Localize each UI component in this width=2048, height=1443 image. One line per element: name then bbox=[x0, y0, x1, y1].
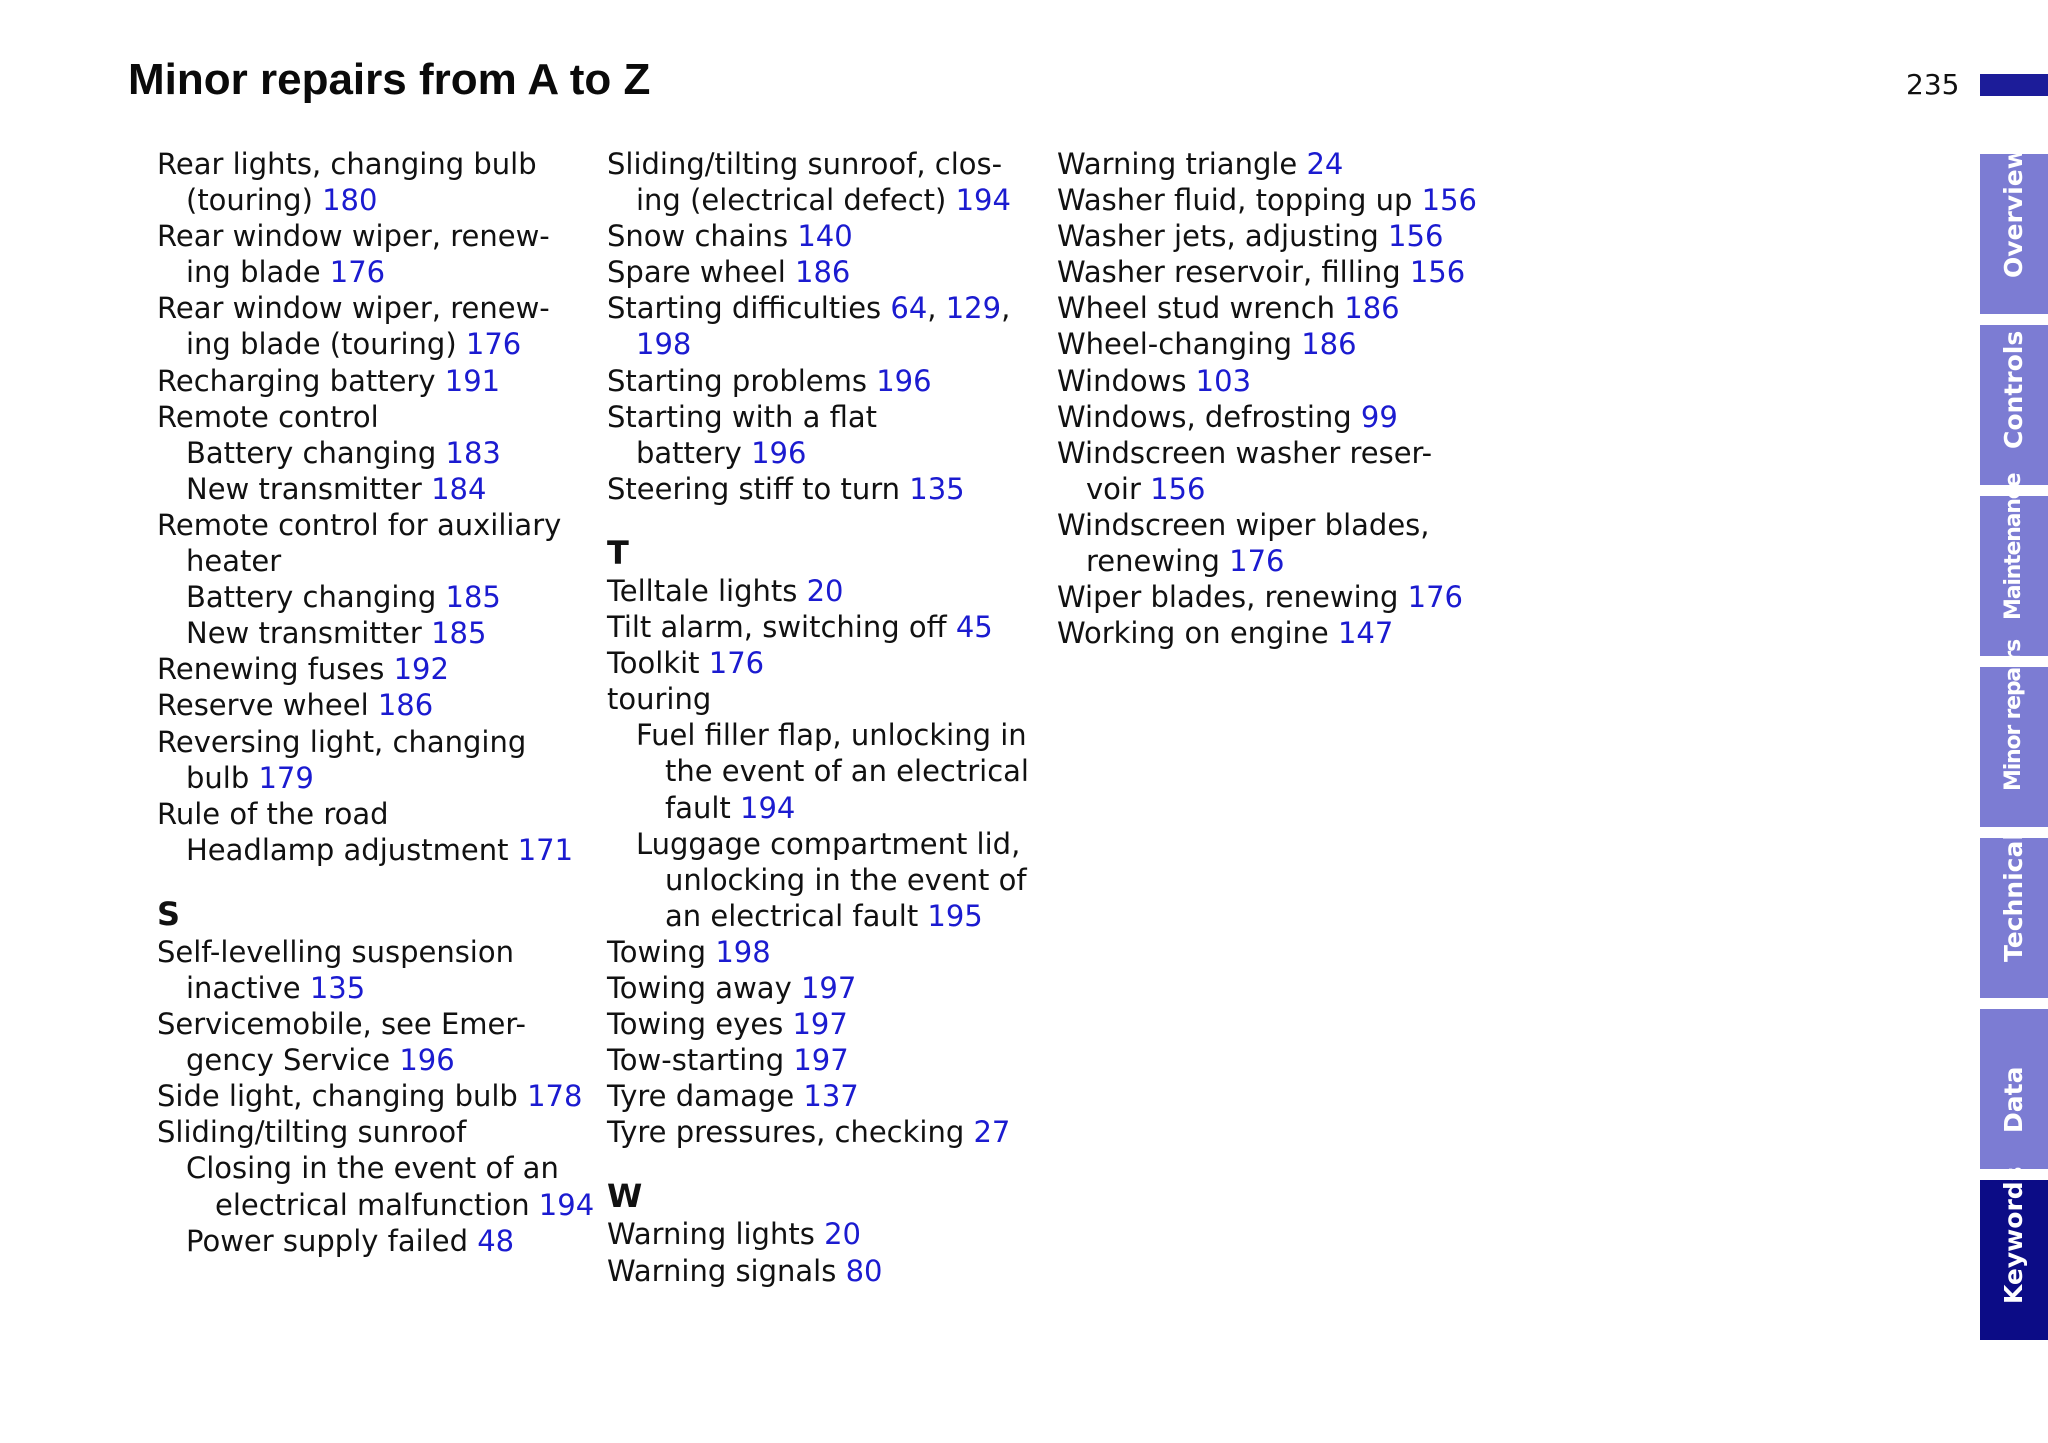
entry-text: Tow-starting bbox=[607, 1043, 785, 1078]
entry-text: Rear lights, changing bulb bbox=[157, 147, 537, 181]
page-reference[interactable]: 176 bbox=[1407, 580, 1464, 615]
index-entry bbox=[1057, 290, 1497, 326]
entry-text: Windows bbox=[1057, 363, 1187, 398]
page-reference[interactable]: 186 bbox=[795, 255, 851, 290]
page-reference[interactable]: 140 bbox=[797, 219, 853, 254]
entry-text: Windscreen wiper blades, bbox=[1057, 507, 1430, 542]
entry-text: Wheel stud wrench bbox=[1057, 291, 1336, 326]
entry-text: Washer reservoir, filling bbox=[1057, 255, 1401, 290]
index-entry bbox=[607, 1006, 1047, 1042]
entry-text: unlocking in the event of bbox=[665, 862, 1027, 897]
entry-text: Fuel filler flap, unlocking in bbox=[636, 718, 1027, 753]
index-entry bbox=[607, 363, 1047, 399]
index-entry bbox=[157, 724, 597, 796]
entry-text: Servicemobile, see Emer- bbox=[157, 1007, 526, 1042]
index-subentry bbox=[157, 615, 597, 651]
entry-text: Luggage compartment lid, bbox=[636, 826, 1021, 861]
index-entry bbox=[607, 1253, 1047, 1289]
page-reference[interactable]: 180 bbox=[322, 183, 378, 218]
index-entry bbox=[607, 1078, 1047, 1114]
tab-label: Minor repairs bbox=[2001, 640, 2026, 791]
index-subentry bbox=[607, 826, 1047, 934]
entry-text: Rear window wiper, renew- bbox=[157, 219, 550, 254]
index-subentry bbox=[157, 1223, 597, 1259]
entry-text: Spare wheel bbox=[607, 255, 786, 290]
page-reference[interactable]: 64 bbox=[890, 291, 928, 326]
page-reference[interactable]: 197 bbox=[792, 1007, 848, 1042]
tab-technical[interactable] bbox=[1980, 832, 2048, 998]
page-reference[interactable]: 20 bbox=[806, 573, 844, 608]
page-number: 235 bbox=[1906, 68, 1960, 101]
entry-text: Reserve wheel bbox=[157, 688, 369, 723]
index-entry bbox=[157, 1114, 597, 1150]
page-reference[interactable]: 179 bbox=[258, 760, 314, 795]
entry-text: ing (electrical defect) bbox=[636, 183, 947, 218]
page-reference[interactable]: 176 bbox=[708, 646, 765, 681]
page-reference[interactable]: 194 bbox=[538, 1187, 595, 1222]
index-entry bbox=[607, 146, 1047, 218]
section-letter: S bbox=[157, 894, 181, 933]
page-reference[interactable]: 198 bbox=[715, 934, 771, 969]
entry-text: Side light, changing bulb bbox=[157, 1079, 518, 1114]
entry-text: the event of an electrical bbox=[665, 754, 1029, 789]
entry-text: Warning triangle bbox=[1057, 147, 1298, 181]
entry-text: voir bbox=[1086, 471, 1141, 506]
index-subentry bbox=[157, 435, 597, 471]
index-entry bbox=[157, 146, 597, 218]
tab-minor-repairs[interactable] bbox=[1980, 640, 2048, 827]
tab-label: Data bbox=[1999, 1066, 2028, 1133]
entry-text: Washer fluid, topping up bbox=[1057, 183, 1413, 218]
index-entry bbox=[1057, 615, 1497, 651]
index-entry bbox=[157, 507, 597, 579]
entry-text: Starting difficulties bbox=[607, 291, 882, 326]
page-reference[interactable]: 137 bbox=[803, 1079, 859, 1114]
page-reference[interactable]: 27 bbox=[973, 1115, 1011, 1150]
entry-text: (touring) bbox=[186, 183, 313, 218]
page-reference[interactable]: 196 bbox=[876, 363, 932, 398]
index-entry bbox=[1057, 363, 1497, 399]
page-reference[interactable]: 80 bbox=[845, 1253, 883, 1288]
index-column-3 bbox=[1057, 146, 1497, 651]
page-reference[interactable]: 156 bbox=[1388, 219, 1444, 254]
index-entry bbox=[1057, 146, 1497, 182]
page-reference[interactable]: 183 bbox=[445, 435, 501, 470]
entry-text: Wiper blades, renewing bbox=[1057, 580, 1399, 615]
entry-text: electrical malfunction bbox=[215, 1187, 530, 1222]
entry-text: Closing in the event of an bbox=[186, 1151, 559, 1186]
entry-text: Remote control bbox=[157, 399, 379, 434]
page-reference[interactable]: 198 bbox=[636, 327, 692, 362]
index-entry bbox=[157, 363, 597, 399]
index-entry bbox=[607, 1042, 1047, 1078]
entry-text: Toolkit bbox=[607, 646, 700, 681]
index-entry bbox=[607, 218, 1047, 254]
index-entry bbox=[157, 651, 597, 687]
index-entry bbox=[607, 934, 1047, 970]
tab-label: Overview bbox=[1999, 146, 2028, 278]
tab-keywords[interactable] bbox=[1980, 1166, 2048, 1340]
entry-text: Remote control for auxiliary bbox=[157, 507, 562, 542]
page-reference[interactable]: 185 bbox=[445, 580, 501, 615]
entry-text: Rear window wiper, renew- bbox=[157, 291, 550, 326]
entry-text: Tilt alarm, switching off bbox=[607, 610, 947, 645]
entry-text: Headlamp adjustment bbox=[186, 832, 509, 867]
index-entry bbox=[607, 254, 1047, 290]
index-entry bbox=[607, 970, 1047, 1006]
page-reference[interactable]: 135 bbox=[309, 970, 366, 1005]
entry-text: Towing bbox=[607, 934, 707, 969]
entry-text: Self-levelling suspension bbox=[157, 934, 514, 969]
page-reference[interactable]: 48 bbox=[477, 1223, 515, 1258]
page-reference[interactable]: 156 bbox=[1150, 471, 1206, 506]
index-entry bbox=[1057, 218, 1497, 254]
entry-text: Windows, defrosting bbox=[1057, 399, 1352, 434]
page-reference[interactable]: 20 bbox=[824, 1217, 861, 1252]
page-reference[interactable]: 176 bbox=[329, 255, 386, 290]
entry-text: Tyre damage bbox=[607, 1079, 795, 1114]
section-letter: T bbox=[607, 533, 629, 572]
index-entry: Starting difficulties 64, 129, 198 bbox=[607, 291, 1011, 362]
entry-text: inactive bbox=[186, 970, 301, 1005]
entry-text: battery bbox=[636, 435, 742, 470]
page-reference[interactable]: 197 bbox=[793, 1043, 849, 1078]
section-letter: W bbox=[607, 1177, 643, 1216]
page-reference[interactable]: 191 bbox=[444, 363, 501, 398]
page-marker bbox=[1980, 74, 2048, 96]
entry-text: Wheel-changing bbox=[1057, 327, 1292, 362]
page-reference[interactable]: 196 bbox=[751, 435, 807, 470]
index-entry bbox=[157, 290, 597, 362]
index-subentry bbox=[157, 579, 597, 615]
index-entry bbox=[157, 687, 597, 723]
page-reference[interactable]: 186 bbox=[377, 688, 434, 723]
entry-text: Tyre pressures, checking bbox=[607, 1115, 965, 1150]
index-entry bbox=[1057, 507, 1497, 579]
entry-text: an electrical fault bbox=[665, 898, 919, 933]
index-entry bbox=[1057, 399, 1497, 435]
page-reference[interactable]: 156 bbox=[1409, 255, 1466, 290]
tab-label: Keywords bbox=[1999, 1166, 2028, 1304]
index-entry bbox=[607, 645, 1047, 681]
page-reference[interactable]: 129 bbox=[945, 291, 1002, 326]
entry-text: Warning signals bbox=[607, 1253, 837, 1288]
index-entry bbox=[607, 573, 1047, 609]
entry-text: Starting problems bbox=[607, 363, 868, 398]
entry-text: gency Service bbox=[186, 1043, 391, 1078]
entry-text: New transmitter bbox=[186, 471, 422, 506]
entry-text: Recharging battery bbox=[157, 363, 436, 398]
index-subentry bbox=[607, 717, 1047, 825]
page-reference[interactable]: 197 bbox=[800, 970, 857, 1005]
index-entry bbox=[157, 796, 597, 832]
index-subentry bbox=[157, 832, 597, 868]
entry-text: Starting with a flat bbox=[607, 399, 878, 434]
index-entry bbox=[1057, 182, 1497, 218]
index-entry bbox=[1057, 254, 1497, 290]
entry-text: Renewing fuses bbox=[157, 652, 385, 687]
entry-text: Power supply failed bbox=[186, 1223, 468, 1258]
tab-controls[interactable] bbox=[1980, 325, 2048, 485]
tab-label: Technical bbox=[1999, 832, 2028, 962]
entry-text: Towing eyes bbox=[607, 1007, 784, 1042]
entry-text: Towing away bbox=[607, 970, 792, 1005]
index-entry bbox=[607, 471, 1047, 507]
index-subentry bbox=[157, 471, 597, 507]
page-reference[interactable]: 103 bbox=[1195, 363, 1252, 398]
entry-text: Windscreen washer reser- bbox=[1057, 435, 1433, 470]
page-reference[interactable]: 156 bbox=[1421, 183, 1477, 218]
index-entry bbox=[157, 399, 597, 435]
page-reference[interactable]: 135 bbox=[909, 471, 965, 506]
chapter-tabs bbox=[1980, 146, 2048, 1351]
page-reference[interactable]: 195 bbox=[927, 898, 983, 933]
index-entry bbox=[157, 934, 597, 1006]
page-title: Minor repairs from A to Z bbox=[128, 55, 651, 104]
index-entry bbox=[157, 1078, 597, 1114]
page-reference[interactable]: 99 bbox=[1360, 399, 1398, 434]
page-reference[interactable]: 185 bbox=[431, 616, 487, 651]
entry-text: ing blade (touring) bbox=[186, 327, 457, 362]
entry-text: Steering stiff to turn bbox=[607, 471, 901, 506]
entry-text: renewing bbox=[1086, 544, 1220, 579]
page-reference[interactable]: 186 bbox=[1301, 327, 1357, 362]
entry-text: ing blade bbox=[186, 255, 321, 290]
entry-text: Battery changing bbox=[186, 435, 437, 470]
page-reference[interactable]: 171 bbox=[517, 832, 574, 867]
tab-label: Controls bbox=[1999, 330, 2028, 449]
entry-text: Reversing light, changing bbox=[157, 724, 527, 759]
entry-text: bulb bbox=[186, 760, 250, 795]
entry-text: Battery changing bbox=[186, 580, 437, 615]
entry-text: Washer jets, adjusting bbox=[1057, 219, 1379, 254]
index-entry bbox=[607, 681, 1047, 717]
entry-text: Working on engine bbox=[1057, 616, 1329, 651]
index-entry bbox=[1057, 326, 1497, 362]
entry-text: Sliding/tilting sunroof, clos- bbox=[607, 147, 1003, 181]
index-entry bbox=[157, 1006, 597, 1078]
index-column-2 bbox=[607, 146, 1047, 1289]
entry-text: fault bbox=[665, 790, 731, 825]
index-entry bbox=[607, 1216, 1047, 1252]
index-entry bbox=[1057, 435, 1497, 507]
page-reference[interactable]: 186 bbox=[1344, 291, 1400, 326]
index-entry bbox=[607, 399, 1047, 471]
index-column-1 bbox=[157, 146, 597, 1259]
page-reference[interactable]: 178 bbox=[527, 1079, 583, 1114]
page-reference[interactable]: 176 bbox=[465, 327, 522, 362]
index-subentry bbox=[157, 1150, 597, 1222]
entry-text: Warning lights bbox=[607, 1217, 815, 1252]
page-reference[interactable]: 196 bbox=[399, 1043, 455, 1078]
index-entry bbox=[1057, 579, 1497, 615]
entry-text: Sliding/tilting sunroof bbox=[157, 1115, 467, 1150]
page-reference[interactable]: 176 bbox=[1229, 544, 1285, 579]
entry-text: Snow chains bbox=[607, 219, 789, 254]
page-reference[interactable]: 45 bbox=[955, 610, 993, 645]
tab-label: Maintenance bbox=[2001, 473, 2026, 620]
entry-text: heater bbox=[186, 544, 282, 579]
index-entry bbox=[607, 609, 1047, 645]
entry-text: touring bbox=[607, 682, 712, 717]
page-reference[interactable]: 147 bbox=[1337, 616, 1394, 651]
page-reference[interactable]: 184 bbox=[431, 471, 487, 506]
tab-overview[interactable] bbox=[1980, 146, 2048, 314]
tab-data[interactable] bbox=[1980, 1009, 2048, 1169]
entry-text: New transmitter bbox=[186, 616, 422, 651]
page-reference[interactable]: 194 bbox=[740, 790, 796, 825]
entry-text: Rule of the road bbox=[157, 796, 389, 831]
entry-text: Telltale lights bbox=[607, 573, 798, 608]
index-entry bbox=[607, 1114, 1047, 1150]
page-reference[interactable]: 192 bbox=[393, 652, 449, 687]
index-entry bbox=[157, 218, 597, 290]
page-reference[interactable]: 24 bbox=[1306, 147, 1344, 181]
page-reference[interactable]: 194 bbox=[955, 183, 1011, 218]
tab-maintenance[interactable] bbox=[1980, 473, 2048, 656]
